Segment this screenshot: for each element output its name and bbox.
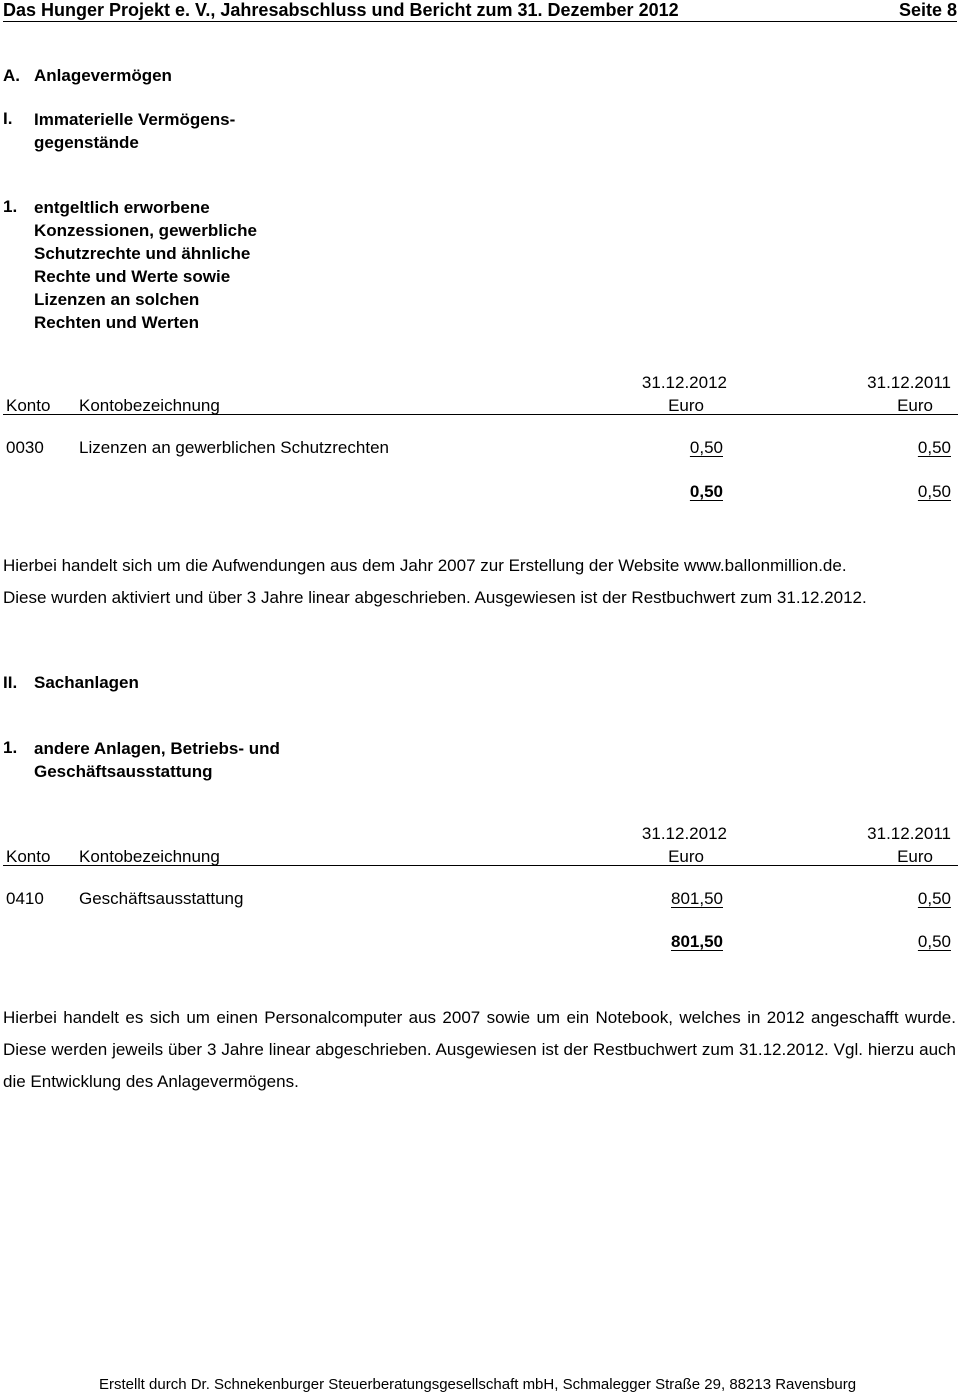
table-header-rule — [3, 865, 958, 866]
section-a-title: Anlagevermögen — [34, 66, 172, 85]
paragraph-line: Hierbei handelt sich um die Aufwendungen aus dem Jahr 2007 zur Erstellung der Website www.ballonmillion.de. — [3, 556, 847, 575]
section-ii-1-title — [34, 737, 280, 783]
table-row-value-current: 0,50 — [689, 438, 723, 457]
table-total-current: 0,50 — [689, 482, 723, 501]
table-total-prior: 0,50 — [917, 932, 951, 951]
section-i-title-line: gegenstände — [34, 133, 139, 152]
col-header-date-current: 31.12.2012 — [641, 824, 727, 843]
section-a-label: A. — [3, 66, 20, 85]
table-row-value-prior: 0,50 — [917, 438, 951, 457]
section-i-1-title-line: Rechten und Werten — [34, 313, 199, 332]
section-ii-1-label: 1. — [3, 738, 18, 757]
page-number: Seite 8 — [898, 0, 957, 20]
table-total-prior: 0,50 — [917, 482, 951, 501]
table-row-value-current: 801,50 — [671, 889, 723, 908]
section-i-1-title-line: Lizenzen an solchen — [34, 290, 200, 309]
section-ii-1-title-line: andere Anlagen, Betriebs- und — [34, 739, 280, 758]
table-header-rule — [3, 414, 958, 415]
explanation-paragraph-2: Hierbei handelt es sich um einen Personalcomputer aus 2007 sowie um ein Notebook, welches in 2012 angeschafft wurde. Diese werden jeweils über 3 Jahre linear abgeschrieben. Ausgewiesen ist der Restbuchwert zum 31.12.2012. Vgl. hierzu auch die Entwicklung des Anlagevermögens. — [3, 1008, 956, 1091]
table-row-konto: 0410 — [6, 889, 44, 908]
table-row-konto: 0030 — [6, 438, 44, 457]
explanation-paragraph-1 — [3, 550, 956, 614]
col-header-date-current: 31.12.2012 — [641, 373, 727, 392]
section-i-1-title-line: entgeltlich erworbene — [34, 198, 210, 217]
document-title: Das Hunger Projekt e. V., Jahresabschluss und Bericht zum 31. Dezember 2012 — [3, 0, 679, 20]
header-divider — [3, 21, 957, 22]
section-i-1-title-line: Schutzrechte und ähnliche — [34, 244, 251, 263]
section-ii-1-title-line: Geschäftsausstattung — [34, 762, 213, 781]
col-header-kontobezeichnung: Kontobezeichnung — [79, 396, 220, 415]
col-header-currency-prior: Euro — [897, 847, 933, 866]
table-total-current: 801,50 — [671, 932, 723, 951]
col-header-kontobezeichnung: Kontobezeichnung — [79, 847, 220, 866]
footer-text: Erstellt durch Dr. Schnekenburger Steuerberatungsgesellschaft mbH, Schmalegger Straße 29, 88213 Ravensburg — [99, 1376, 857, 1393]
col-header-konto: Konto — [6, 847, 51, 866]
col-header-konto: Konto — [6, 396, 51, 415]
table-row-bezeichnung: Geschäftsausstattung — [79, 889, 244, 908]
section-i-label: I. — [3, 109, 13, 128]
table-row-value-prior: 0,50 — [917, 889, 951, 908]
col-header-currency-current: Euro — [668, 847, 704, 866]
section-i-1-title-line: Rechte und Werte sowie — [34, 267, 231, 286]
section-ii-label: II. — [3, 673, 18, 692]
col-header-date-prior: 31.12.2011 — [867, 824, 951, 843]
section-i-1-title — [34, 196, 257, 334]
paragraph-line: Diese wurden aktiviert und über 3 Jahre linear abgeschrieben. Ausgewiesen ist der Restbuchwert zum 31.12.2012. — [3, 588, 867, 607]
section-i-title — [34, 108, 235, 154]
section-i-title-line: Immaterielle Vermögens- — [34, 110, 236, 129]
col-header-date-prior: 31.12.2011 — [867, 373, 951, 392]
section-i-1-title-line: Konzessionen, gewerbliche — [34, 221, 257, 240]
col-header-currency-prior: Euro — [897, 396, 933, 415]
section-i-1-label: 1. — [3, 197, 18, 216]
table-row-bezeichnung: Lizenzen an gewerblichen Schutzrechten — [79, 438, 389, 457]
col-header-currency-current: Euro — [668, 396, 704, 415]
section-ii-title: Sachanlagen — [34, 673, 139, 692]
